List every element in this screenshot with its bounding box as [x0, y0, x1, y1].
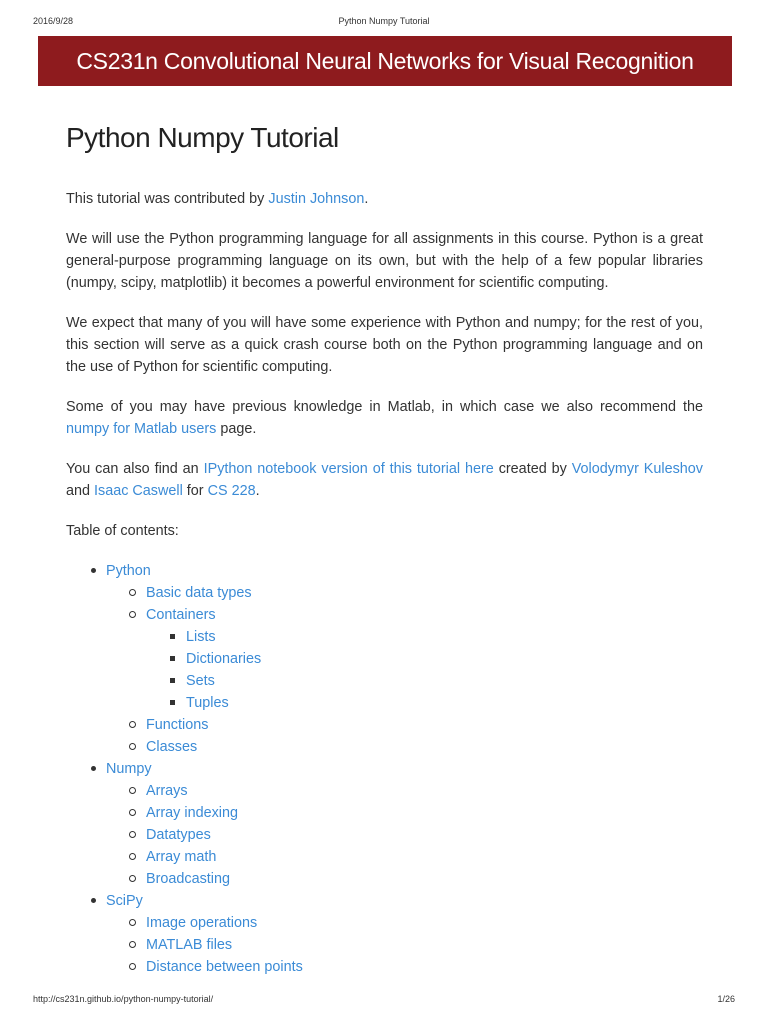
notebook-text-3: and	[66, 483, 95, 499]
intro-suffix: .	[364, 191, 369, 207]
paragraph-matlab	[66, 396, 703, 440]
print-url: http://cs231n.github.io/python-numpy-tutorial/	[33, 994, 214, 1004]
toc-link-functions[interactable]: Functions	[146, 717, 209, 733]
author-link[interactable]: Justin Johnson	[268, 191, 365, 207]
toc-link-sets[interactable]: Sets	[186, 673, 215, 689]
toc-item-scipy	[66, 890, 703, 978]
toc-sublist-numpy	[106, 780, 703, 890]
site-banner[interactable]	[38, 36, 732, 86]
toc-sublist-scipy	[106, 912, 703, 978]
print-title: Python Numpy Tutorial	[338, 16, 430, 26]
toc-link-array-indexing[interactable]: Array indexing	[146, 805, 238, 821]
toc-item-dictionaries	[146, 648, 703, 670]
intro-text: This tutorial was contributed by	[66, 191, 269, 207]
notebook-text-5: .	[255, 483, 260, 499]
toc-link-scipy[interactable]: SciPy	[106, 893, 143, 909]
toc-link-tuples[interactable]: Tuples	[186, 695, 229, 711]
kuleshov-link[interactable]: Volodymyr Kuleshov	[571, 461, 703, 477]
numpy-matlab-link[interactable]: numpy for Matlab users	[66, 421, 217, 437]
toc-item-matlab-files	[106, 934, 703, 956]
toc-list	[66, 560, 703, 978]
toc-item-array-indexing	[106, 802, 703, 824]
intro-paragraph	[66, 188, 703, 210]
toc-link-basic-data-types[interactable]: Basic data types	[146, 585, 252, 601]
toc-link-array-math[interactable]: Array math	[146, 849, 217, 865]
notebook-text-1: You can also find an	[66, 461, 204, 477]
notebook-text-2: created by	[493, 461, 572, 477]
matlab-suffix: page.	[216, 421, 257, 437]
toc-sublist-python	[106, 582, 703, 758]
toc-item-numpy	[66, 758, 703, 890]
toc-item-image-operations	[106, 912, 703, 934]
toc-link-containers[interactable]: Containers	[146, 607, 216, 623]
page-title: Python Numpy Tutorial	[66, 122, 339, 153]
toc-sublist-containers	[146, 626, 703, 714]
toc-link-matlab-files[interactable]: MATLAB files	[146, 937, 233, 953]
notebook-link[interactable]: IPython notebook version of this tutorial here	[203, 461, 494, 477]
toc-item-distance-between-points	[106, 956, 703, 978]
matlab-text: Some of you may have previous knowledge in Matlab, in which case we also recommend the	[66, 399, 703, 415]
site-title[interactable]: CS231n Convolutional Neural Networks for Visual Recognition	[76, 47, 694, 74]
toc-item-containers	[106, 604, 703, 714]
toc-item-broadcasting	[106, 868, 703, 890]
toc-link-image-operations[interactable]: Image operations	[146, 915, 258, 931]
paragraph-crash-course: We expect that many of you will have some experience with Python and numpy; for the rest of you, this section will serve as a quick crash course both on the Python programming language and on the use of Python for scientific computing.	[66, 315, 703, 375]
toc-item-sets	[146, 670, 703, 692]
toc-heading: Table of contents:	[66, 523, 179, 539]
toc-item-tuples	[146, 692, 703, 714]
toc-link-dictionaries[interactable]: Dictionaries	[186, 651, 262, 667]
toc-link-arrays[interactable]: Arrays	[146, 783, 188, 799]
toc-link-broadcasting[interactable]: Broadcasting	[146, 871, 230, 887]
notebook-text-4: for	[182, 483, 208, 499]
toc-link-distance-between-points[interactable]: Distance between points	[146, 959, 303, 975]
print-header	[0, 16, 768, 30]
toc-item-classes	[106, 736, 703, 758]
toc-item-arrays	[106, 780, 703, 802]
paragraph-notebook	[66, 458, 703, 502]
toc-link-python[interactable]: Python	[106, 563, 151, 579]
toc-link-datatypes[interactable]: Datatypes	[146, 827, 211, 843]
cs228-link[interactable]: CS 228	[207, 483, 256, 499]
toc-item-basic-data-types	[106, 582, 703, 604]
toc-item-datatypes	[106, 824, 703, 846]
print-date: 2016/9/28	[33, 16, 74, 26]
caswell-link[interactable]: Isaac Caswell	[94, 483, 183, 499]
print-footer	[0, 994, 768, 1008]
article	[66, 118, 703, 978]
toc-item-functions	[106, 714, 703, 736]
toc-item-python	[66, 560, 703, 758]
page-number: 1/26	[717, 994, 735, 1004]
toc-link-numpy[interactable]: Numpy	[106, 761, 152, 777]
paragraph-python: We will use the Python programming language for all assignments in this course. Python is a great general-purpose programming language on its own, but with the help of a few popular libraries (numpy, scipy, matplotlib) it becomes a powerful environment for scientific computing.	[66, 231, 703, 291]
toc-link-lists[interactable]: Lists	[186, 629, 216, 645]
toc-link-classes[interactable]: Classes	[146, 739, 198, 755]
toc-item-array-math	[106, 846, 703, 868]
toc-item-lists	[146, 626, 703, 648]
